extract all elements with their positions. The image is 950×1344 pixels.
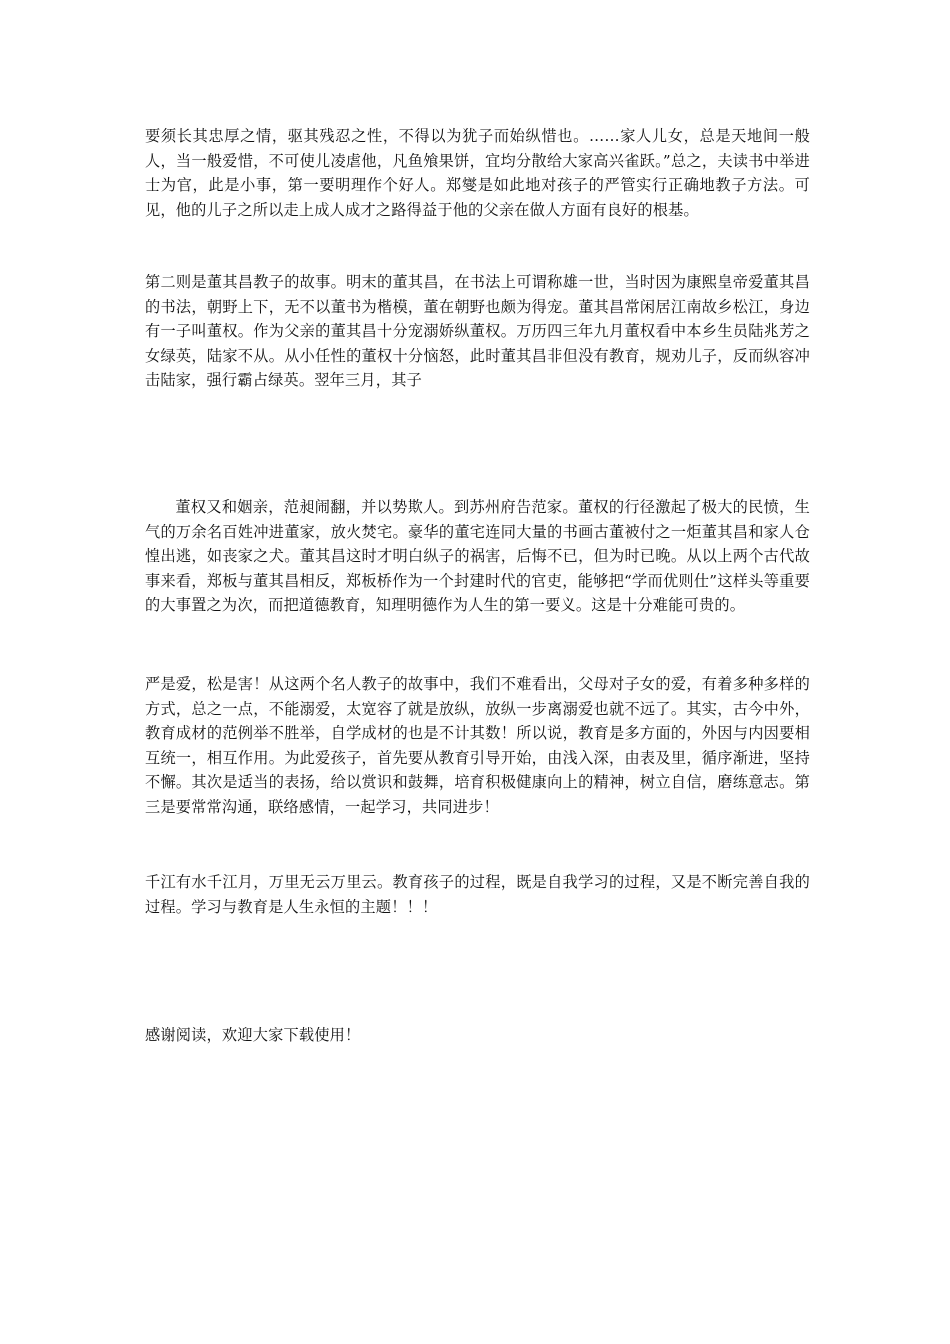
- paragraph-closing-thought: 千江有水千江月，万里无云万里云。教育孩子的过程，既是自我学习的过程，又是不断完善自我的过程。学习与教育是人生永恒的主题！！！: [145, 873, 810, 916]
- paragraph-strict-is-love: 严是爱，松是害！从这两个名人教子的故事中，我们不难看出，父母对子女的爱，有着多种多样的方式，总之一点，不能溺爱，太宽容了就是放纵，放纵一步离溺爱也就不远了。其实，古今中外，教育成材的范例举不胜举，自学成材的也是不计其数！所以说，教育是多方面的，外因与内因要相互统一，相互作用。为此爱孩子，首先要从教育引导开始，由浅入深，由表及里，循序渐进，坚持不懈。其次是适当的表扬，给以赏识和鼓舞，培育积极健康向上的精神，树立自信，磨练意志。第三是要常常沟通，联络感情，一起学习，共同进步！: [145, 675, 810, 816]
- paragraph-dong-qichang-story: 第二则是董其昌教子的故事。明末的董其昌，在书法上可谓称雄一世，当时因为康熙皇帝爱董其昌的书法，朝野上下，无不以董书为楷模，董在朝野也颇为得宠。董其昌常闲居江南故乡松江，身边有一子叫董权。作为父亲的董其昌十分宠溺娇纵董权。万历四三年九月董权看中本乡生员陆兆芳之女绿英，陆家不从。从小任性的董权十分恼怒，此时董其昌非但没有教育，规劝儿子，反而纵容冲击陆家，强行霸占绿英。翌年三月，其子: [145, 273, 810, 389]
- paragraph-zheng-xie-conclusion: 要须长其忠厚之情，驱其残忍之性，不得以为犹子而始纵惜也。……家人儿女，总是天地间一般人，当一般爱惜，不可使儿凌虐他，凡鱼飧果饼，宜均分散给大家高兴雀跃。”总之，夫读书中举进士为官，此是小事，第一要明理作个好人。郑燮是如此地对孩子的严管实行正确地教子方法。可见，他的儿子之所以走上成人成才之路得益于他的父亲在做人方面有良好的根基。: [145, 127, 810, 219]
- paragraph-dong-quan-consequence: 董权又和姻亲，范昶闹翻，并以势欺人。到苏州府告范家。董权的行径激起了极大的民愤，生气的万余名百姓冲进董家，放火焚宅。豪华的董宅连同大量的书画古董被付之一炬董其昌和家人仓惶出逃，如丧家之犬。董其昌这时才明白纵子的祸害，后悔不已，但为时已晚。从以上两个古代故事来看，郑板与董其昌相反，郑板桥作为一个封建时代的官吏，能够把“学而优则仕”这样头等重要的大事置之为次，而把道德教育，知理明德作为人生的第一要义。这是十分难能可贵的。: [145, 498, 810, 614]
- paragraph-thanks-note: 感谢阅读，欢迎大家下载使用！: [145, 1026, 361, 1044]
